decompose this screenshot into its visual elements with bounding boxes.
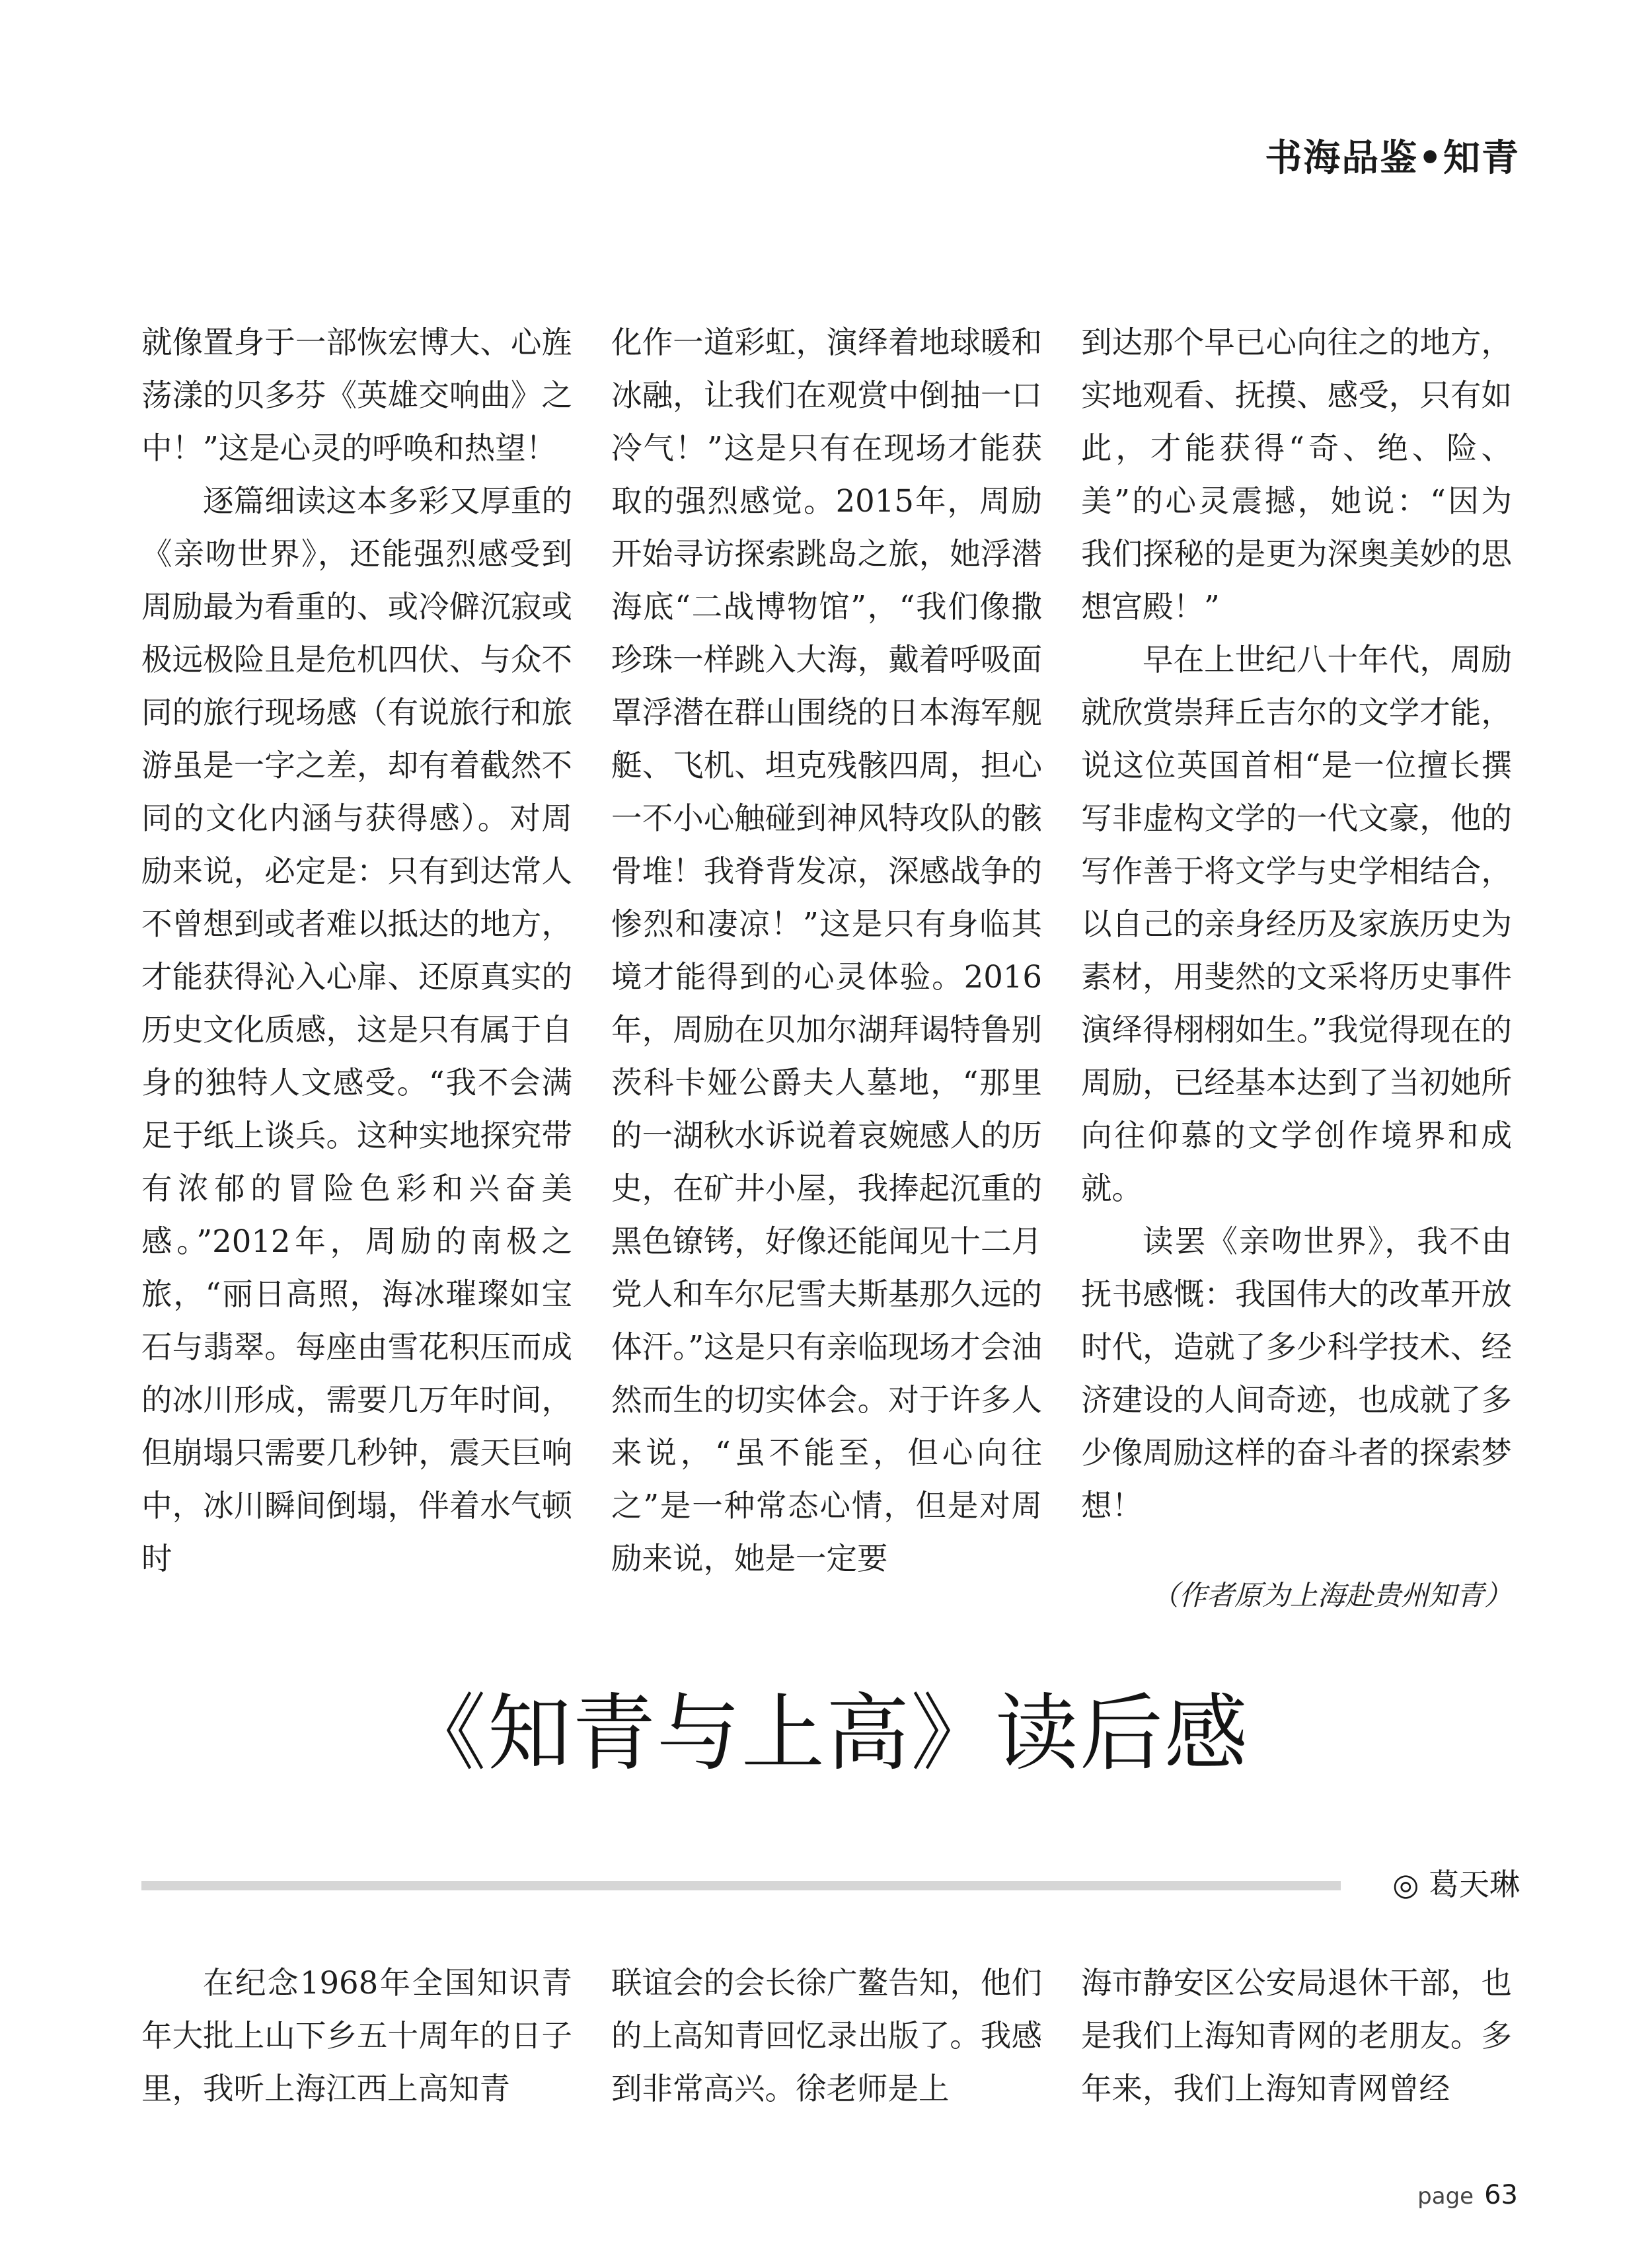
paragraph: 化作一道彩虹，演绎着地球暖和冰融，让我们在观赏中倒抽一口冷气！”这是只有在现场才能获取的强烈感觉。2015年，周励开始寻访探索跳岛之旅，她浮潜海底“二战博物馆”，“我们像撒珍珠一样跳入大海，戴着呼吸面罩浮潜在群山围绕的日本海军舰艇、飞机、坦克残骸四周，担心一不小心触碰到神风特攻队的骸骨堆！我脊背发凉，深感战争的惨烈和凄凉！”这是只有身临其境才能得到的心灵体验。2016年，周励在贝加尔湖拜谒特鲁别茨科卡娅公爵夫人墓地，“那里的一湖秋水诉说着哀婉感人的历史，在矿井小屋，我捧起沉重的黑色镣铐，好像还能闻见十二月党人和车尔尼雪夫斯基那久远的体汗。”这是只有亲临现场才会油然而生的切实体会。对于许多人来说，“虽不能至，但心向往之”是一种常态心情，但是对周励来说，她是一定要	[611, 325, 1042, 1576]
article2-column-1	[141, 1956, 572, 2115]
section-header: 书海品鉴•知青	[1265, 137, 1520, 180]
paragraph: 海市静安区公安局退休干部，也是我们上海知青网的老朋友。多年来，我们上海知青网曾经	[1081, 1965, 1512, 2107]
paragraph: 到达那个早已心向往之的地方，实地观看、抚摸、感受，只有如此，才能获得“奇、绝、险、美”的心灵震撼，她说：“因为我们探秘的是更为深奥美妙的思想宫殿！”	[1081, 325, 1512, 625]
article1-column-3	[1081, 316, 1512, 1622]
author-note: （作者原为上海赴贵州知青）	[1150, 1579, 1512, 1611]
article-title: 《知青与上高》读后感	[403, 1685, 1249, 1782]
page-number: 63	[1484, 2180, 1518, 2210]
page-label: page	[1417, 2183, 1474, 2210]
article1-column-1	[141, 316, 572, 1585]
paragraph: 逐篇细读这本多彩又厚重的《亲吻世界》，还能强烈感受到周励最为看重的、或冷僻沉寂或极远极险且是危机四伏、与众不同的旅行现场感（有说旅行和旅游虽是一字之差，却有着截然不同的文化内涵与获得感）。对周励来说，必定是：只有到达常人不曾想到或者难以抵达的地方，才能获得沁入心扉、还原真实的历史文化质感，这是只有属于自身的独特人文感受。“我不会满足于纸上谈兵。这种实地探究带有浓郁的冒险色彩和兴奋美感。”2012年，周励的南极之旅，“丽日高照，海冰璀璨如宝石与翡翠。每座由雪花积压而成的冰川形成，需要几万年时间，但崩塌只需要几秒钟，震天巨响中，冰川瞬间倒塌，伴着水气顿时	[141, 483, 572, 1576]
article2-column-3	[1081, 1956, 1512, 2115]
author-byline: ◎ 葛天琳	[1392, 1867, 1520, 1902]
page-footer	[1417, 2180, 1518, 2210]
paragraph: 在纪念1968年全国知识青年大批上山下乡五十周年的日子里，我听上海江西上高知青	[141, 1965, 572, 2107]
paragraph: 联谊会的会长徐广鳌告知，他们的上高知青回忆录出版了。我感到非常高兴。徐老师是上	[611, 1965, 1042, 2107]
article1-column-2	[611, 316, 1042, 1585]
paragraph: 读罢《亲吻世界》，我不由抚书感慨：我国伟大的改革开放时代，造就了多少科学技术、经济建设的人间奇迹，也成就了多少像周励这样的奋斗者的探索梦想！	[1081, 1223, 1512, 1524]
paragraph: 早在上世纪八十年代，周励就欣赏崇拜丘吉尔的文学才能，说这位英国首相“是一位擅长撰写非虚构文学的一代文豪，他的写作善于将文学与史学相结合，以自己的亲身经历及家族历史为素材，用斐然的文采将历史事件演绎得栩栩如生。”我觉得现在的周励，已经基本达到了当初她所向往仰慕的文学创作境界和成就。	[1081, 642, 1512, 1206]
title-divider	[141, 1881, 1341, 1890]
paragraph: 就像置身于一部恢宏博大、心旌荡漾的贝多芬《英雄交响曲》之中！”这是心灵的呼唤和热望！	[141, 325, 572, 466]
article2-column-2	[611, 1956, 1042, 2115]
